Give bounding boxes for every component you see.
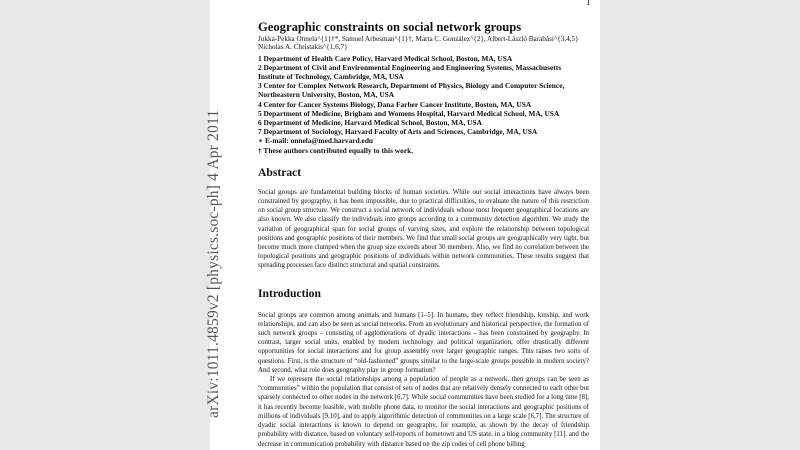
arxiv-identifier[interactable]: arXiv:1011.4859v2 [physics.soc-ph] 4 Apr 2011 (205, 109, 222, 418)
equal-contribution-note: † These authors contributed equally to this work. (258, 145, 414, 155)
introduction-heading: Introduction (258, 286, 321, 300)
affiliation-list (258, 54, 589, 155)
affiliation-item: 5 Department of Medicine, Brigham and Womens Hospital, Harvard Medical School, MA, USA (258, 108, 560, 118)
affiliation-item: 2 Department of Civil and Environmental Engineering and Engineering Systems, Massachusetts Institute of Technology, Cambridge, MA, USA (258, 62, 562, 81)
contact-email[interactable]: ∗ E-mail: onnela@med.harvard.edu (258, 136, 374, 146)
introduction-paragraph: Social groups are common among animals and humans [1–5]. In humans, they reflect friendship, kinship, and work relationships, and can also be seen as social networks. From an evolutionary and historical perspective, the formation of such network groups – consisting of agglomerations of dyadic interactions – has been constrained by geography. In contrast, larger social units, enabled by modern technology and political organization, offer drastically different opportunities for social interactions and for group assembly over larger geographic ranges. This raises two sorts of questions. First, is the structure of “old-fashioned” groups similar to the large-scale groups possible in modern society? And second, what role does geography play in group formation? (258, 311, 589, 374)
introduction-paragraph: If we represent the social relationships among a population of people as a network, then groups can be seen as “communities” within the population that consist of sets of nodes that are relatively densely connected to each other but sparsely connected to other nodes in the network [6,7]. While social communities have been studied for a long time [8], it has recently become feasible, with mobile phone data, to monitor the social interactions and geographic positions of millions of individuals [9,10], and to apply algorithmic detection of communities on a large scale [6,7]. The structure of dyadic social interactions is known to depend on geography, for example, as shown by the decay of friendship probability with distance, based on voluntary self-reports of hometown and US state, in a blog community [11], and the decrease in communication probability with distance based on the zip codes of cell phone billing (258, 376, 589, 448)
affiliation-item: 1 Department of Health Care Policy, Harvard Medical School, Boston, MA, USA (258, 53, 513, 63)
affiliation-item: 7 Department of Sociology, Harvard Faculty of Arts and Sciences, Cambridge, MA, USA (258, 127, 538, 137)
affiliation-item: 3 Center for Complex Network Research, Department of Physics, Biology and Computer Science, Northeastern University, Boston, MA, USA (258, 81, 565, 100)
paper-content (258, 20, 589, 449)
affiliation-item: 6 Department of Medicine, Harvard Medical School, Boston, MA, USA (258, 118, 482, 128)
abstract-heading: Abstract (258, 165, 302, 179)
page-number: 1 (586, 0, 591, 7)
abstract-text: Social groups are fundamental building blocks of human societies. While our social interactions have always been constrained by geography, it has been impossible, due to practical difficulties, to evaluate the nature of this restriction on social group structure. We construct a social network of individuals whose most frequent geographical locations are also known. We also classify the individuals into groups according to a community detection algorithm. We study the variation of geographical span for social groups of varying sizes, and explore the relationship between topological positions and geographic positions of their members. We find that small social groups are geographically very tight, but become much more clumped when the group size exceeds about 30 members. Also, we find no correlation between the topological positions and geographic positions of individuals within network communities. These results suggest that spreading processes face distinct structural and spatial constraints. (258, 188, 589, 270)
affiliation-item: 4 Center for Cancer Systems Biology, Dana Farber Cancer Institute, Boston, MA, USA (258, 99, 532, 109)
author-list: Jukka-Pekka Onnela^{1}†*, Samuel Arbesman^{1}†, Marta C. González^{2}, Albert-László Barabási^{3,4,5} Nicholas A. Christakis^{1,6,7} (258, 35, 579, 52)
paper-title: Geographic constraints on social network groups (258, 20, 522, 34)
